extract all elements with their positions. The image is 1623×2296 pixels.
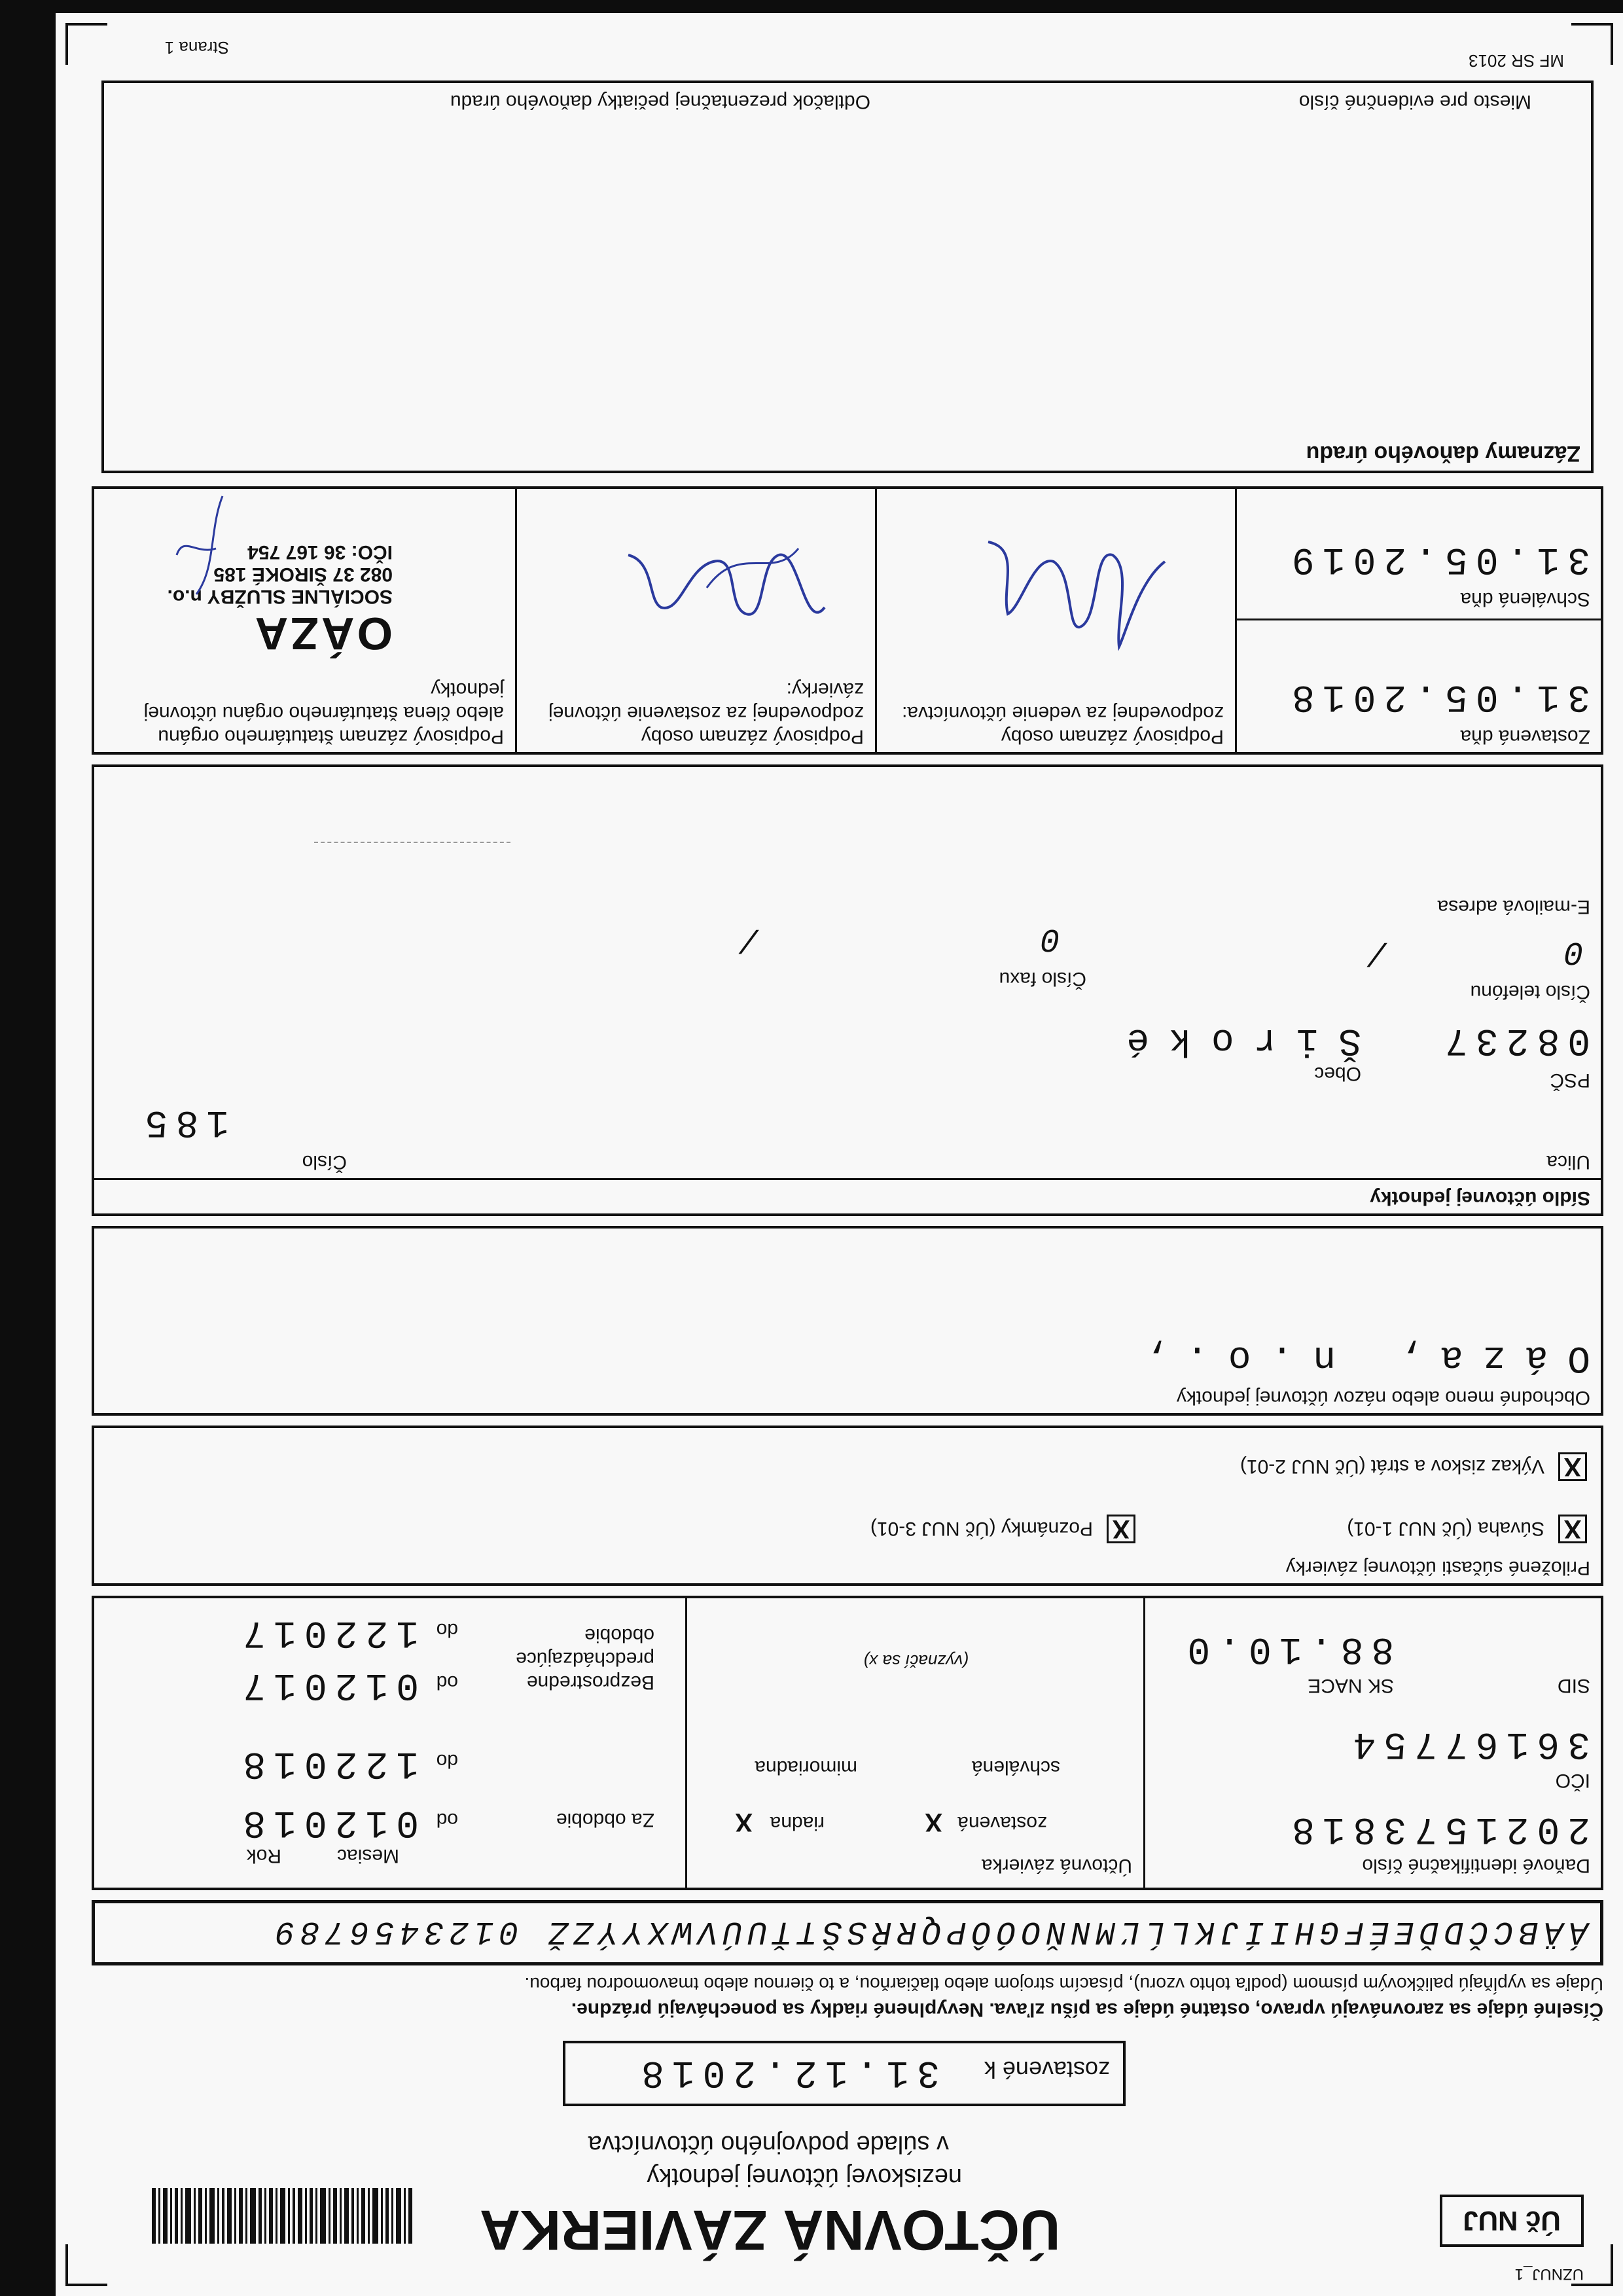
year-label: Rok [246, 1845, 281, 1867]
street-label: Ulica [1546, 1151, 1590, 1173]
tax-office-block [101, 81, 1594, 473]
email-label: E-mailová adresa [1437, 896, 1590, 918]
prev-period-label: Bezprostredne predchádzajúce obdobie [516, 1624, 654, 1693]
mark-riadna[interactable]: X [735, 1808, 753, 1837]
part-label: Poznámky (Úč NUJ 3-01) [870, 1518, 1093, 1539]
organisation-stamp [118, 541, 393, 660]
name-label: Obchodné meno alebo názov účtovnej jednotky [1176, 1387, 1590, 1408]
instructions-line2: Údaje sa vypĺňajú paličkovým písmom (podľa tohto vzoru), písacím strojom alebo tlačiarňou, a to čiernou alebo tmavomodrou farbou. [524, 1974, 1603, 1994]
acc-person-label: Podpisový záznam osoby zodpovednej za vedenie účtovníctva: [902, 702, 1224, 747]
address-block [92, 764, 1603, 1216]
month-label: Mesiac [336, 1845, 399, 1867]
phone-value[interactable]: 0 / [1289, 933, 1584, 970]
divider [515, 486, 517, 755]
part-label: Súvaha (Úč NUJ 1-01) [1347, 1518, 1544, 1539]
current-period-label: Za obdobie [556, 1809, 654, 1831]
email-field[interactable] [314, 842, 510, 843]
statement-label: Účtovná závierka [981, 1855, 1132, 1876]
part-checkbox[interactable]: X [1107, 1515, 1135, 1543]
compiled-label: zostavené k [984, 2056, 1110, 2083]
number-value[interactable]: 185 [137, 1100, 229, 1143]
option-riadna: riadna [770, 1812, 825, 1834]
form-subtitle: v súlade podvojného účtovníctva [588, 2130, 949, 2158]
current-from[interactable]: 012018 [235, 1801, 419, 1843]
compiled-date: 31.12.2018 [633, 2051, 940, 2093]
number-label: Číslo [302, 1151, 347, 1173]
fax-label: Číslo faxu [999, 968, 1086, 990]
parts-label: Priložené súčasti účtovnej závierky [1285, 1557, 1590, 1579]
office-stamp-label: Odtlačok prezentačnej pečiatky daňového úradu [450, 91, 870, 113]
form-code: UZNUJ_1 [1514, 2265, 1584, 2283]
stamp-line: SOCIÁLNE SLUŽBY n.o. [167, 586, 393, 607]
dic-value[interactable]: 2021573818 [1283, 1807, 1590, 1850]
form-version: MF SR 2013 [1469, 51, 1564, 71]
compiled-box[interactable] [563, 2041, 1126, 2106]
divider [1235, 486, 1237, 755]
option-schvalena: schválená [971, 1757, 1060, 1778]
approved-date-value[interactable]: 31.05.2019 [1283, 537, 1590, 580]
part-label: Výkaz ziskov a strát (Úč NUJ 2-01) [1240, 1456, 1544, 1477]
to-label: do [436, 1619, 458, 1641]
name-value[interactable]: Oáza, n.o., [1124, 1336, 1590, 1378]
address-section-label: Sídlo účtovnej jednotky [1370, 1187, 1590, 1209]
statutory-signature [164, 490, 242, 607]
current-to[interactable]: 122018 [235, 1742, 419, 1784]
mark-zostavena[interactable]: X [925, 1808, 942, 1837]
part-checkbox[interactable]: X [1558, 1515, 1587, 1543]
sid-label: SID [1557, 1675, 1590, 1696]
corner-mark [65, 23, 107, 65]
part-checkbox[interactable]: X [1558, 1452, 1587, 1481]
instructions-line1: Číselné údaje sa zarovnávajú vpravo, ostatné údaje sa píšu zľava. Nevyplnené riadky sa ponechávajú prázdne. [571, 1999, 1603, 2020]
phone-label: Číslo telefónu [1470, 981, 1590, 1003]
approved-date-label: Schválená dňa [1460, 588, 1590, 610]
statement-note: (vyznačí sa x) [863, 1651, 969, 1671]
sk-nace-value[interactable]: 88.10.0 [1179, 1627, 1394, 1670]
accountant-signature [969, 529, 1178, 660]
from-label: od [436, 1672, 458, 1693]
scanned-page [56, 13, 1623, 2296]
compiled-date-value[interactable]: 31.05.2018 [1283, 675, 1590, 717]
divider [685, 1596, 687, 1890]
dic-label: Daňové identifikačné číslo [1362, 1855, 1590, 1876]
city-value[interactable]: Široké [1107, 1018, 1361, 1061]
stamp-name: OÁZA [252, 608, 393, 659]
divider [1237, 619, 1603, 620]
statutory-label: Podpisový záznam štatutárneho orgánu alebo člena štatutárneho orgánu účtovnej jednotky [143, 679, 504, 747]
statement-person-label: Podpisový záznam osoby zodpovednej za zostavenie účtovnej závierky: [548, 679, 864, 747]
ico-value[interactable]: 36167754 [1345, 1722, 1590, 1765]
form-title: ÚČTOVNÁ ZÁVIERKA [479, 2198, 1060, 2261]
city-label: Obec [1314, 1063, 1361, 1085]
prev-to[interactable]: 122017 [235, 1611, 419, 1653]
compiled-date-label: Zostavená dňa [1460, 726, 1590, 747]
to-label: do [436, 1750, 458, 1772]
fax-value[interactable]: 0 / [608, 920, 1060, 957]
sk-nace-label: SK NACE [1308, 1675, 1394, 1696]
form-badge: Úč NUJ [1440, 2195, 1584, 2247]
psc-value[interactable]: 08237 [1436, 1018, 1590, 1061]
stamp-line: IČO: 36 167 754 [247, 541, 393, 563]
divider [92, 1178, 1603, 1180]
option-zostavena: zostavená [957, 1812, 1047, 1834]
barcode [151, 2188, 412, 2244]
page-number: Strana 1 [164, 38, 229, 58]
record-number-label: Miesto pre evidenčné číslo [1298, 91, 1531, 113]
from-label: od [436, 1809, 458, 1831]
preparer-signature [615, 529, 838, 647]
tax-office-label: Záznamy daňového úradu [1306, 441, 1580, 466]
psc-label: PSČ [1550, 1069, 1590, 1091]
sample-letters: ÁÄBCČDĎEÉFGHIÍJKLĹĽMNŇOÓÔPQRŔSŠTŤUÚVWXYÝZŽ 0123456789 [270, 1912, 1588, 1950]
form-subtitle: neziskovej účtovnej jednotky [647, 2163, 962, 2191]
option-mimoriadna: mimoriadna [755, 1757, 857, 1778]
ico-label: IČO [1555, 1770, 1590, 1791]
divider [875, 486, 877, 755]
stamp-line: 082 37 ŠIROKÉ 185 [213, 564, 393, 585]
corner-mark [1571, 23, 1613, 65]
corner-mark [65, 2244, 107, 2286]
divider [1143, 1596, 1145, 1890]
sample-box [92, 1900, 1603, 1965]
form-upright [56, 13, 1623, 2296]
prev-from[interactable]: 012017 [235, 1663, 419, 1706]
